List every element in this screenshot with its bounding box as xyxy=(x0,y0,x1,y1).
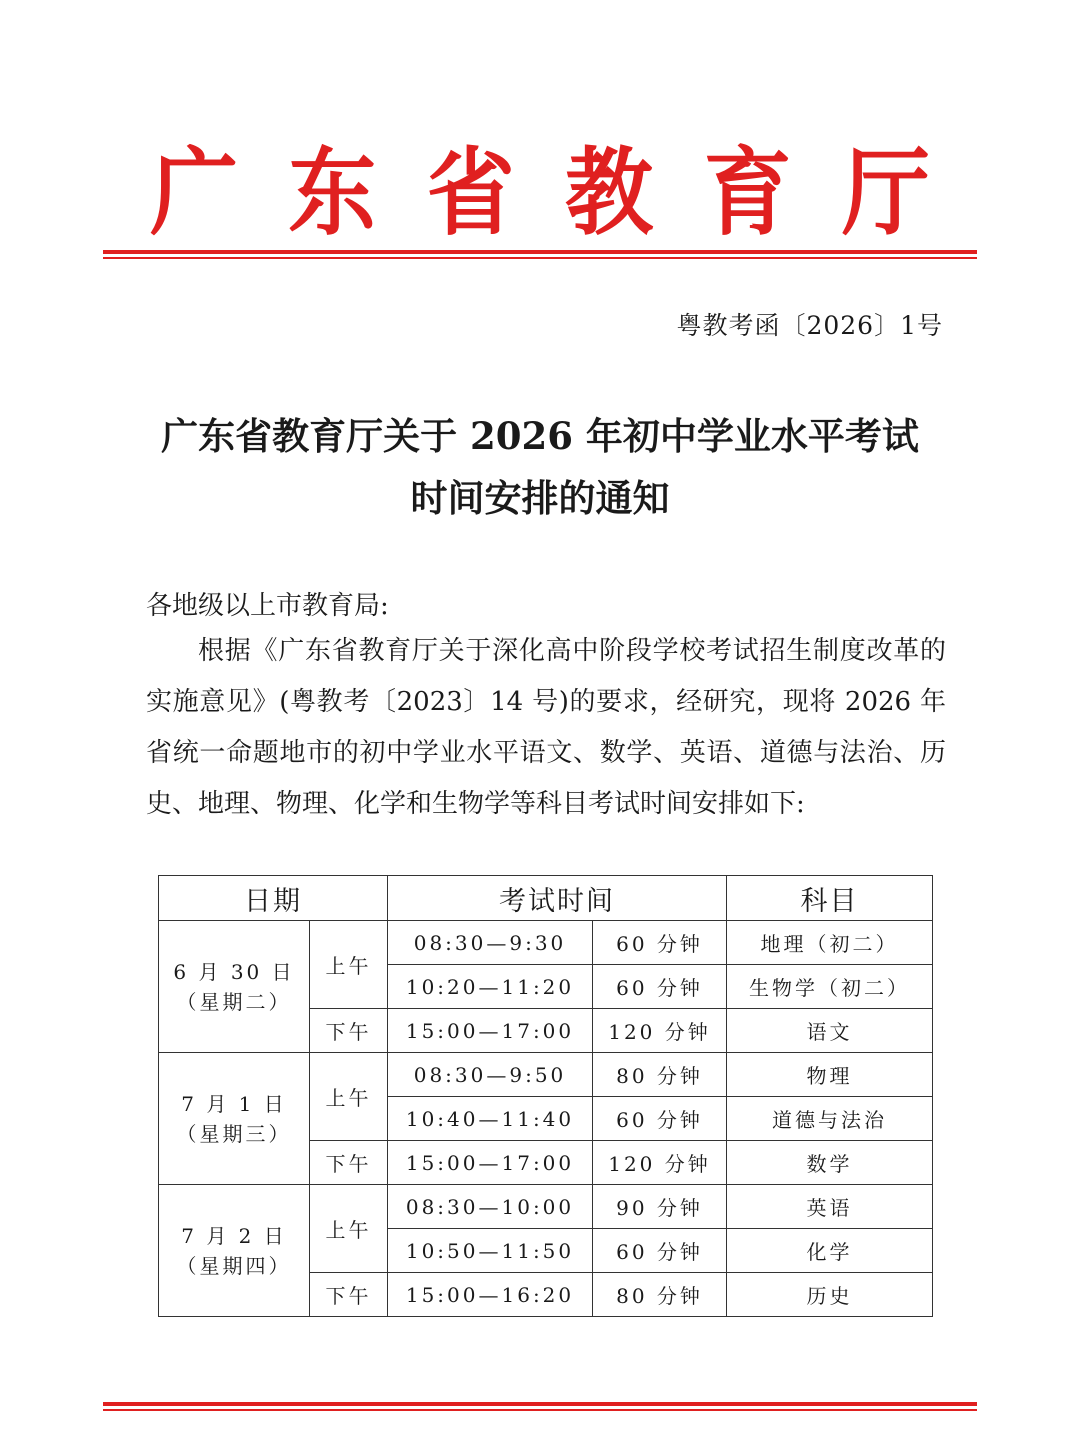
duration-cell: 80 分钟 xyxy=(593,1273,727,1317)
duration-cell: 60 分钟 xyxy=(593,1097,727,1141)
subject-cell: 数学 xyxy=(727,1141,933,1185)
header-time: 考试时间 xyxy=(388,876,727,921)
footer-rule-thin xyxy=(103,1409,977,1411)
body-paragraph: 根据《广东省教育厅关于深化高中阶段学校考试招生制度改革的实施意见》(粤教考〔2023〕14 号)的要求，经研究，现将 2026 年省统一命题地市的初中学业水平语文、数学、英语、道德与法治、历史、地理、物理、化学和生物学等科目考试时间安排如下: xyxy=(146,636,946,819)
masthead-rule-thin xyxy=(103,257,977,259)
weekday-text: （星期二） xyxy=(176,989,292,1014)
date-text: 7 月 2 日 xyxy=(181,1223,287,1248)
table-row xyxy=(159,1185,933,1229)
weekday-text: （星期三） xyxy=(176,1121,292,1146)
masthead xyxy=(150,138,930,248)
header-subject: 科目 xyxy=(727,876,933,921)
duration-cell: 120 分钟 xyxy=(593,1141,727,1185)
time-cell: 10:50—11:50 xyxy=(388,1229,593,1273)
subject-cell: 地理（初二） xyxy=(727,921,933,965)
date-cell xyxy=(159,921,310,1053)
time-cell: 08:30—10:00 xyxy=(388,1185,593,1229)
duration-cell: 60 分钟 xyxy=(593,1229,727,1273)
date-cell xyxy=(159,1185,310,1317)
subject-cell: 生物学（初二） xyxy=(727,965,933,1009)
title-line-2: 时间安排的通知 xyxy=(410,476,670,520)
table-row xyxy=(159,1053,933,1097)
masthead-char: 厅 xyxy=(841,136,930,249)
time-cell: 15:00—16:20 xyxy=(388,1273,593,1317)
masthead-char: 教 xyxy=(565,136,654,249)
table-row xyxy=(159,921,933,965)
subject-cell: 英语 xyxy=(727,1185,933,1229)
exam-schedule-table xyxy=(158,875,933,1317)
duration-cell: 120 分钟 xyxy=(593,1009,727,1053)
subject-cell: 语文 xyxy=(727,1009,933,1053)
table-header-row xyxy=(159,876,933,921)
time-cell: 15:00—17:00 xyxy=(388,1009,593,1053)
session-pm: 下午 xyxy=(310,1273,388,1317)
session-am: 上午 xyxy=(310,1185,388,1273)
duration-cell: 90 分钟 xyxy=(593,1185,727,1229)
time-cell: 10:20—11:20 xyxy=(388,965,593,1009)
document-title xyxy=(100,405,980,529)
subject-cell: 历史 xyxy=(727,1273,933,1317)
duration-cell: 80 分钟 xyxy=(593,1053,727,1097)
header-date: 日期 xyxy=(159,876,388,921)
date-cell xyxy=(159,1053,310,1185)
masthead-char: 省 xyxy=(426,136,515,249)
session-am: 上午 xyxy=(310,1053,388,1141)
masthead-char: 育 xyxy=(703,136,792,249)
masthead-rule-thick xyxy=(103,250,977,254)
masthead-char: 广 xyxy=(150,136,239,249)
session-am: 上午 xyxy=(310,921,388,1009)
title-line-1: 广东省教育厅关于 2026 年初中学业水平考试 xyxy=(161,414,919,458)
duration-cell: 60 分钟 xyxy=(593,921,727,965)
time-cell: 08:30—9:30 xyxy=(388,921,593,965)
session-pm: 下午 xyxy=(310,1009,388,1053)
time-cell: 10:40—11:40 xyxy=(388,1097,593,1141)
masthead-char: 东 xyxy=(288,136,377,249)
date-text: 6 月 30 日 xyxy=(173,959,295,984)
weekday-text: （星期四） xyxy=(176,1253,292,1278)
subject-cell: 化学 xyxy=(727,1229,933,1273)
footer-rule-thick xyxy=(103,1402,977,1406)
subject-cell: 道德与法治 xyxy=(727,1097,933,1141)
document-number: 粤教考函〔2026〕1号 xyxy=(676,311,943,340)
session-pm: 下午 xyxy=(310,1141,388,1185)
salutation: 各地级以上市教育局: xyxy=(146,591,389,621)
time-cell: 15:00—17:00 xyxy=(388,1141,593,1185)
time-cell: 08:30—9:50 xyxy=(388,1053,593,1097)
duration-cell: 60 分钟 xyxy=(593,965,727,1009)
subject-cell: 物理 xyxy=(727,1053,933,1097)
date-text: 7 月 1 日 xyxy=(181,1091,287,1116)
